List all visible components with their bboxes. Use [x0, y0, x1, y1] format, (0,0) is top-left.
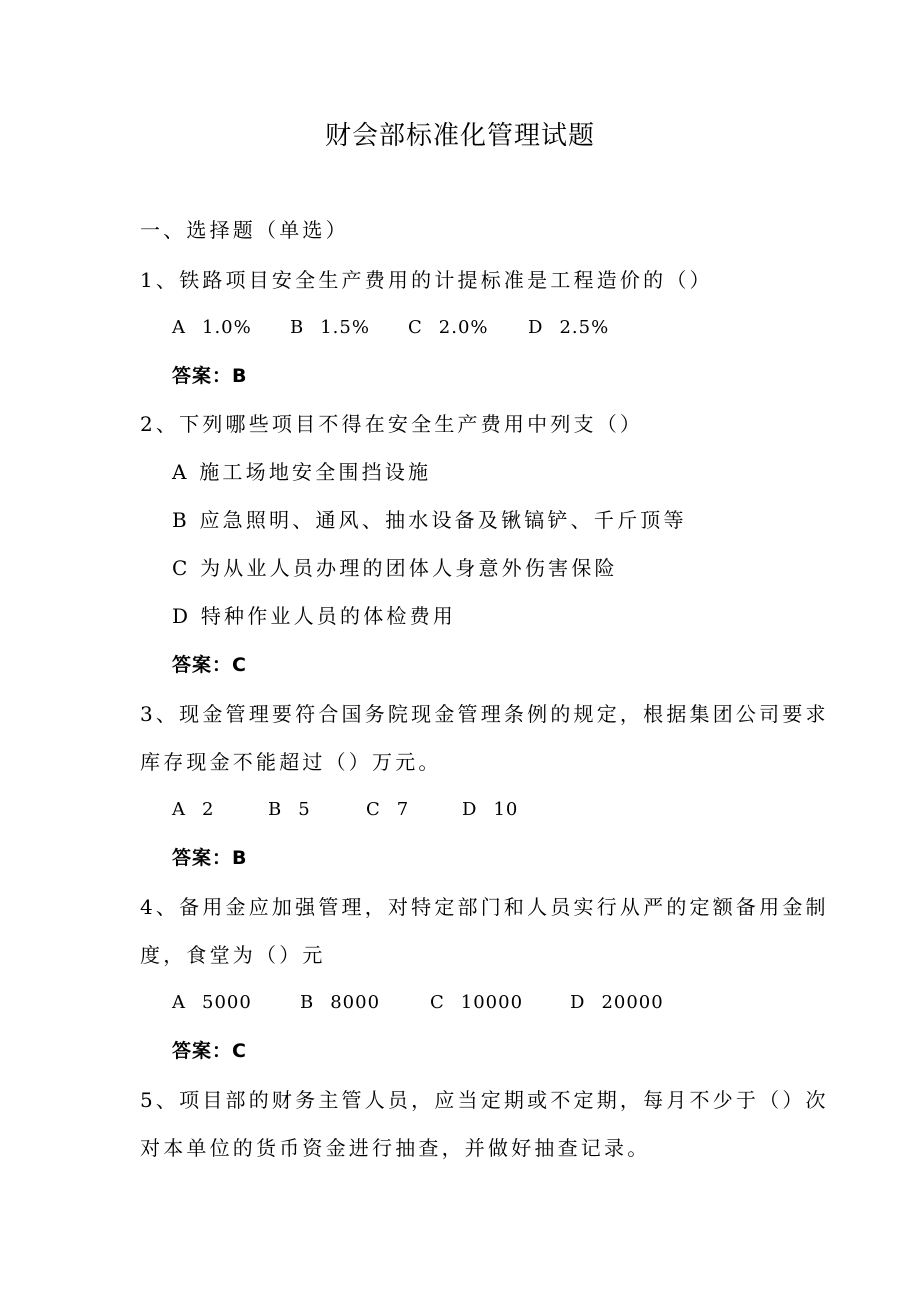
option-c: C 2.0%	[408, 317, 489, 338]
option-a: A 5000	[172, 992, 252, 1013]
question-5-text-line-2: 对本单位的货币资金进行抽查，并做好抽查记录。	[140, 1136, 651, 1160]
option-d: D 20000	[570, 992, 664, 1013]
section-heading: 一、选择题（单选）	[140, 218, 349, 242]
question-4-text-line-1: 4、备用金应加强管理，对特定部门和人员实行从严的定额备用金制	[140, 895, 829, 919]
question-3-answer: 答案：B	[172, 847, 248, 869]
question-1-text: 1、铁路项目安全生产费用的计提标准是工程造价的（）	[140, 268, 713, 292]
question-2-text: 2、下列哪些项目不得在安全生产费用中列支（）	[140, 412, 644, 436]
option-b: B 8000	[300, 992, 381, 1013]
question-3-text-line-2: 库存现金不能超过（）万元。	[140, 750, 442, 774]
question-3-text-line-1: 3、现金管理要符合国务院现金管理条例的规定，根据集团公司要求	[140, 702, 829, 726]
option-a: A 1.0%	[172, 317, 252, 338]
option-d: D 10	[462, 799, 519, 820]
option-c: C 7	[366, 799, 410, 820]
option-d: D 2.5%	[528, 317, 610, 338]
document-title: 财会部标准化管理试题	[324, 121, 595, 151]
question-4-text-line-2: 度，食堂为（）元	[140, 943, 326, 967]
question-2-option-a: A 施工场地安全围挡设施	[172, 460, 432, 484]
question-2-option-b: B 应急照明、通风、抽水设备及锹镐铲、千斤顶等	[172, 508, 687, 532]
question-2-option-c: C 为从业人员办理的团体人身意外伤害保险	[172, 556, 618, 580]
option-a: A 2	[172, 799, 215, 820]
option-b: B 5	[268, 799, 311, 820]
question-4-answer: 答案：C	[172, 1040, 247, 1062]
question-2-answer: 答案：C	[172, 654, 247, 676]
question-5-text-line-1: 5、项目部的财务主管人员，应当定期或不定期，每月不少于（）次	[140, 1088, 829, 1112]
question-1-answer: 答案：B	[172, 365, 248, 387]
option-c: C 10000	[430, 992, 524, 1013]
option-b: B 1.5%	[290, 317, 370, 338]
question-2-option-d: D 特种作业人员的体检费用	[172, 604, 457, 628]
